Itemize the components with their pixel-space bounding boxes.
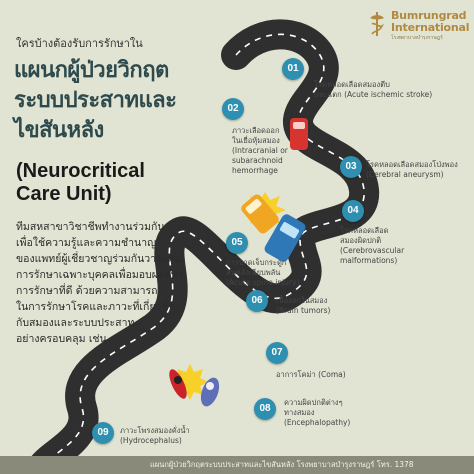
condition-number-badge: 06 [246,290,268,312]
condition-number-badge: 05 [226,232,248,254]
condition-number-badge: 08 [254,398,276,420]
condition-label: ภาวะโพรงสมองคั่งน้ำ (Hydrocephalus) [120,426,190,445]
logo-text-line2: International [391,21,470,34]
english-title-line: (Neurocritical [16,160,145,182]
logo-text-line3: โรงพยาบาลบำรุงราษฎร์ [391,35,443,41]
page-title-line: ไขสันหลัง [14,118,104,143]
page-title-line: แผนกผู้ป่วยวิกฤต [14,58,169,83]
body-text-line: กับสมองและระบบประสาท [16,317,135,329]
footer-bar [0,456,474,474]
condition-number-badge: 01 [282,58,304,80]
condition-label: โรคหลอดเลือด สมองผิดปกติ (Cerebrovascular malformations) [340,226,405,265]
condition-label: อาการโคม่า (Coma) [276,370,346,379]
condition-label: ภาวะเลือดออก ในเยื่อหุ้มสมอง (Intracranial or subarachnoid hemorrhage [232,126,288,175]
condition-label: เนื้องอกในสมอง (Brain tumors) [276,296,331,315]
condition-label: โรคหลอดเลือดสมองโป่งพอง (Cerebral aneurysm) [366,160,458,179]
page-title-line: ระบบประสาทและ [14,88,177,113]
logo-text-line1: Bumrungrad [391,9,467,22]
footer-text: แผนกผู้ป่วยวิกฤตระบบประสาทและไขสันหลัง โรงพยาบาลบำรุงราษฎร์ โทร. 1378 [150,460,414,469]
hospital-emblem-icon [367,10,387,38]
body-text-line: ของแพทย์ผู้เชี่ยวชาญร่วมกันวางแผน [16,253,182,265]
hospital-logo [367,8,471,40]
condition-number-badge: 02 [222,98,244,120]
red-car-icon [290,118,308,150]
english-title-line: Care Unit) [16,183,112,205]
condition-number-badge: 03 [340,156,362,178]
body-text-line: การรักษาเฉพาะบุคคลเพื่อมอบผลลัพธ์ [16,269,185,281]
body-text-line: อย่างครอบคลุม เช่น [16,333,107,345]
intro-heading: ใครบ้างต้องรับการรักษาใน [16,37,143,50]
body-text-line: เพื่อใช้ความรู้และความชำนาญ [16,237,157,249]
condition-label: การบาดเจ็บกระดูก สันหลังเฉียบพลัน (Acute spine injury) [226,258,300,287]
condition-number-badge: 09 [92,422,114,444]
condition-label: ความผิดปกติต่างๆ ทางสมอง (Encephalopathy) [284,398,351,427]
body-text-line: ทีมสหสาขาวิชาชีพทำงานร่วมกัน [16,221,165,233]
condition-number-badge: 07 [266,342,288,364]
condition-number-badge: 04 [342,200,364,222]
body-text-line: ในการรักษาโรคและภาวะที่เกี่ยวข้อง [16,301,181,313]
body-text-line: การรักษาที่ดี ด้วยความสามารถ [16,285,158,297]
condition-label: โรคหลอดเลือดสมองตีบ และแตก (Acute ischemic stroke) [314,80,433,99]
